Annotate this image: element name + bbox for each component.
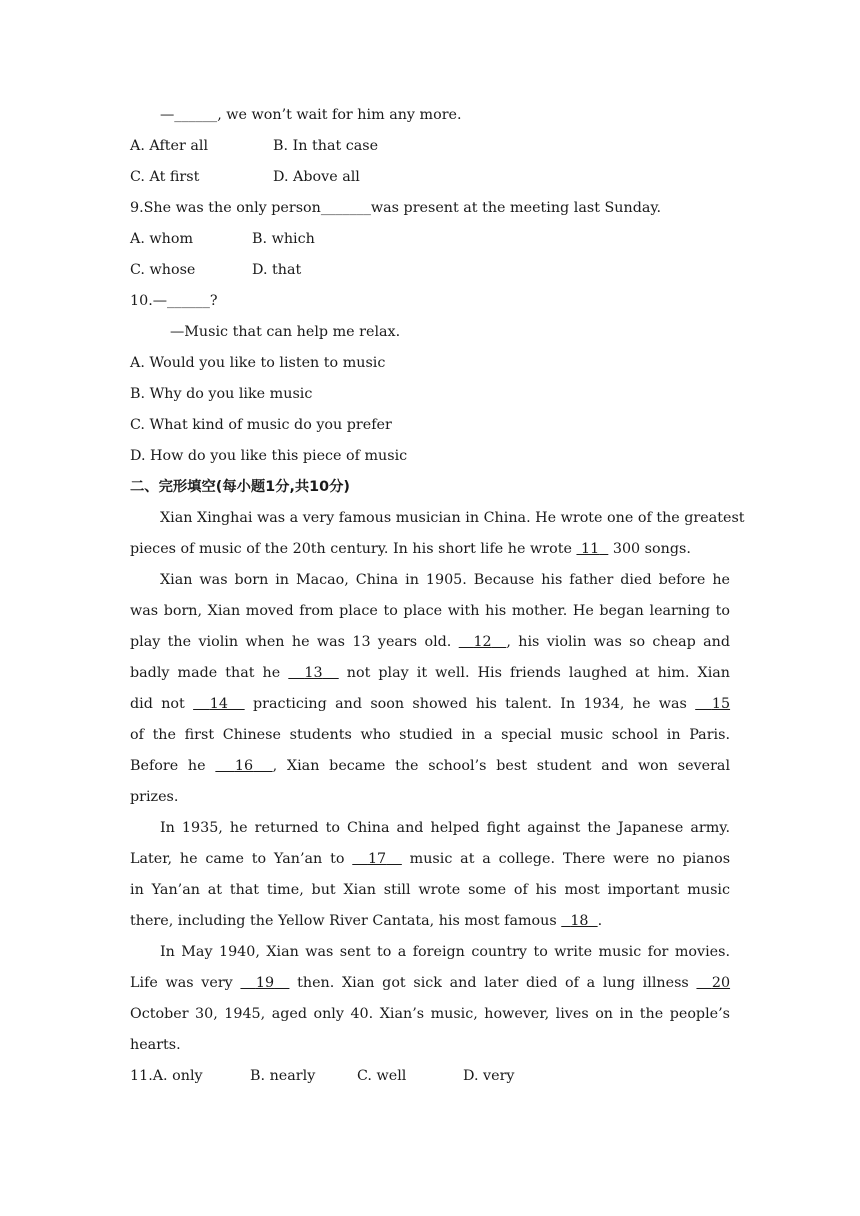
q9-stem: 9.She was the only person_______was present at the meeting last Sunday. (130, 200, 662, 216)
q11-options (130, 1066, 730, 1086)
p2-line3: play the violin when he was 13 years old. 12 , his violin was so cheap and (130, 634, 731, 650)
blank-16: 16 (234, 758, 254, 774)
p2-line8: prizes. (130, 789, 179, 805)
q8-options-row2 (130, 167, 730, 187)
p4-line1: In May 1940, Xian was sent to a foreign country to write music for movies. (160, 944, 730, 960)
p2-line2: was born, Xian moved from place to place with his mother. He began learning to (130, 603, 730, 619)
blank-13: 13 (304, 665, 323, 681)
blank-15: 15 (711, 696, 731, 712)
p2-line5: did not 14 practicing and soon showed his talent. In 1934, he was 15 (130, 696, 731, 712)
q11-option-b: B. nearly (250, 1068, 316, 1084)
p2-line7: Before he 16 , Xian became the school’s best student and won several (130, 758, 731, 774)
p1-line2: pieces of music of the 20th century. In his short life he wrote 11 300 songs. (130, 541, 691, 557)
p3-line1: In 1935, he returned to China and helped fight against the Japanese army. (160, 820, 730, 836)
q10-option-c: C. What kind of music do you prefer (130, 417, 392, 433)
p1-line1: Xian Xinghai was a very famous musician in China. He wrote one of the greatest (160, 510, 745, 526)
blank-18: 18 (570, 913, 589, 929)
blank-14: 14 (209, 696, 228, 712)
p2-line1: Xian was born in Macao, China in 1905. Because his father died before he (160, 572, 730, 588)
q9-option-c: C. whose (130, 262, 196, 278)
p2-line4: badly made that he 13 not play it well. His friends laughed at him. Xian (130, 665, 731, 681)
q8-stem: —______, we won’t wait for him any more. (160, 107, 462, 123)
q9-options-row2 (130, 260, 730, 280)
q10-option-a: A. Would you like to listen to music (130, 355, 386, 371)
q9-option-b: B. which (252, 231, 315, 247)
q11-option-d: D. very (463, 1068, 515, 1084)
q10-option-d: D. How do you like this piece of music (130, 448, 408, 464)
blank-12: 12 (473, 634, 492, 650)
p4-line4: hearts. (130, 1037, 181, 1053)
q8-option-b: B. In that case (273, 138, 379, 154)
blank-20: 20 (711, 975, 731, 991)
p3-line3: in Yan’an at that time, but Xian still wrote some of his most important music (130, 882, 730, 898)
p4-line3: October 30, 1945, aged only 40. Xian’s music, however, lives on in the people’s (130, 1006, 730, 1022)
p3-line4: there, including the Yellow River Cantata, his most famous 18 . (130, 913, 603, 929)
q9-option-d: D. that (252, 262, 302, 278)
p2-line6: of the first Chinese students who studied in a special music school in Paris. (130, 727, 730, 743)
q9-options-row1 (130, 229, 730, 249)
q10-reply: —Music that can help me relax. (170, 324, 401, 340)
p4-line2: Life was very 19 then. Xian got sick and later died of a lung illness 20 (130, 975, 731, 991)
q11-option-c: C. well (357, 1068, 407, 1084)
q8-option-a: A. After all (130, 138, 209, 154)
blank-11: 11 (581, 541, 600, 557)
q8-option-c: C. At first (130, 169, 200, 185)
p3-line2: Later, he came to Yan’an to 17 music at a college. There were no pianos (130, 851, 731, 867)
blank-19: 19 (255, 975, 275, 991)
q11-option-a: 11.A. only (130, 1068, 203, 1084)
q10-option-b: B. Why do you like music (130, 386, 313, 402)
q9-option-a: A. whom (130, 231, 194, 247)
q8-option-d: D. Above all (273, 169, 360, 185)
q8-options-row1 (130, 136, 730, 156)
q10-stem: 10.—______? (130, 293, 218, 309)
blank-17: 17 (367, 851, 387, 867)
section-heading: 二、完形填空(每小题1分,共10分) (130, 479, 350, 495)
